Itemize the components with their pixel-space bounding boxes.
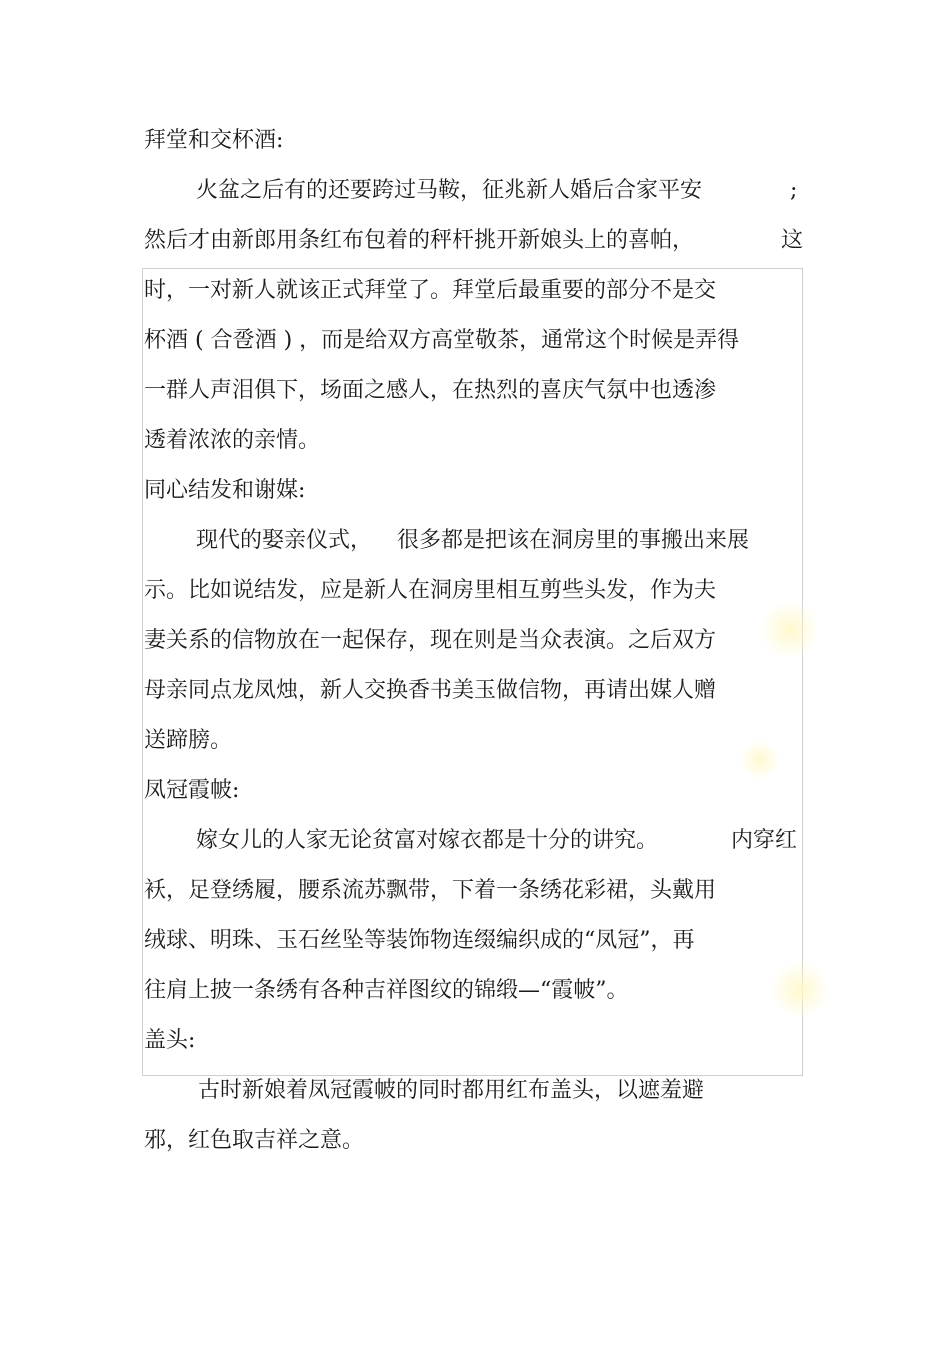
decorative-glow	[760, 600, 820, 660]
paragraph-line: 古时新娘着凤冠霞帔的同时都用红布盖头，以遮羞避	[198, 1078, 705, 1103]
section-heading: 盖头:	[144, 1028, 196, 1053]
paragraph-line-tail: ;	[790, 178, 798, 203]
paragraph-line: 杯酒 ( 合卺酒 ) ，而是给双方高堂敬茶，通常这个时候是弄得	[144, 328, 740, 353]
paragraph-line-tail: 这	[781, 228, 804, 253]
paragraph-line: 内穿红	[731, 828, 798, 853]
paragraph-line: 母亲同点龙凤烛，新人交换香书美玉做信物，再请出媒人赠	[144, 678, 717, 703]
section-heading: 同心结发和谢媒:	[144, 478, 306, 503]
paragraph-line: 袄，足登绣履，腰系流苏飘带，下着一条绣花彩裙，头戴用	[144, 878, 717, 903]
paragraph-line: 时，一对新人就该正式拜堂了。拜堂后最重要的部分不是交	[144, 278, 717, 303]
paragraph-line: 火盆之后有的还要跨过马鞍，征兆新人婚后合家平安	[196, 178, 703, 203]
section-heading: 凤冠霞帔:	[144, 778, 240, 803]
paragraph-line: 现代的娶亲仪式，	[196, 528, 373, 553]
paragraph-line: 一群人声泪俱下，场面之感人，在热烈的喜庆气氛中也透渗	[144, 378, 717, 403]
section-heading: 拜堂和交杯酒:	[144, 128, 284, 153]
paragraph-line: 送蹄膀。	[144, 728, 233, 753]
decorative-glow	[770, 960, 830, 1020]
paragraph-line: 然后才由新郎用条红布包着的秤杆挑开新娘头上的喜帕，	[144, 228, 695, 253]
paragraph-line: 示。比如说结发，应是新人在洞房里相互剪些头发，作为夫	[144, 578, 717, 603]
paragraph-line: 很多都是把该在洞房里的事搬出来展	[397, 528, 750, 553]
paragraph-line: 妻关系的信物放在一起保存，现在则是当众表演。之后双方	[144, 628, 717, 653]
paragraph-line: 邪，红色取吉祥之意。	[144, 1128, 365, 1153]
decorative-glow	[740, 740, 780, 780]
paragraph-line: 绒球、明珠、玉石丝坠等装饰物连缀编织成的“凤冠”，再	[144, 928, 695, 953]
paragraph-line: 嫁女儿的人家无论贫富对嫁衣都是十分的讲究。	[196, 828, 659, 853]
paragraph-line: 透着浓浓的亲情。	[144, 428, 321, 453]
paragraph-line: 往肩上披一条绣有各种吉祥图纹的锦缎—“霞帔”。	[144, 978, 629, 1003]
